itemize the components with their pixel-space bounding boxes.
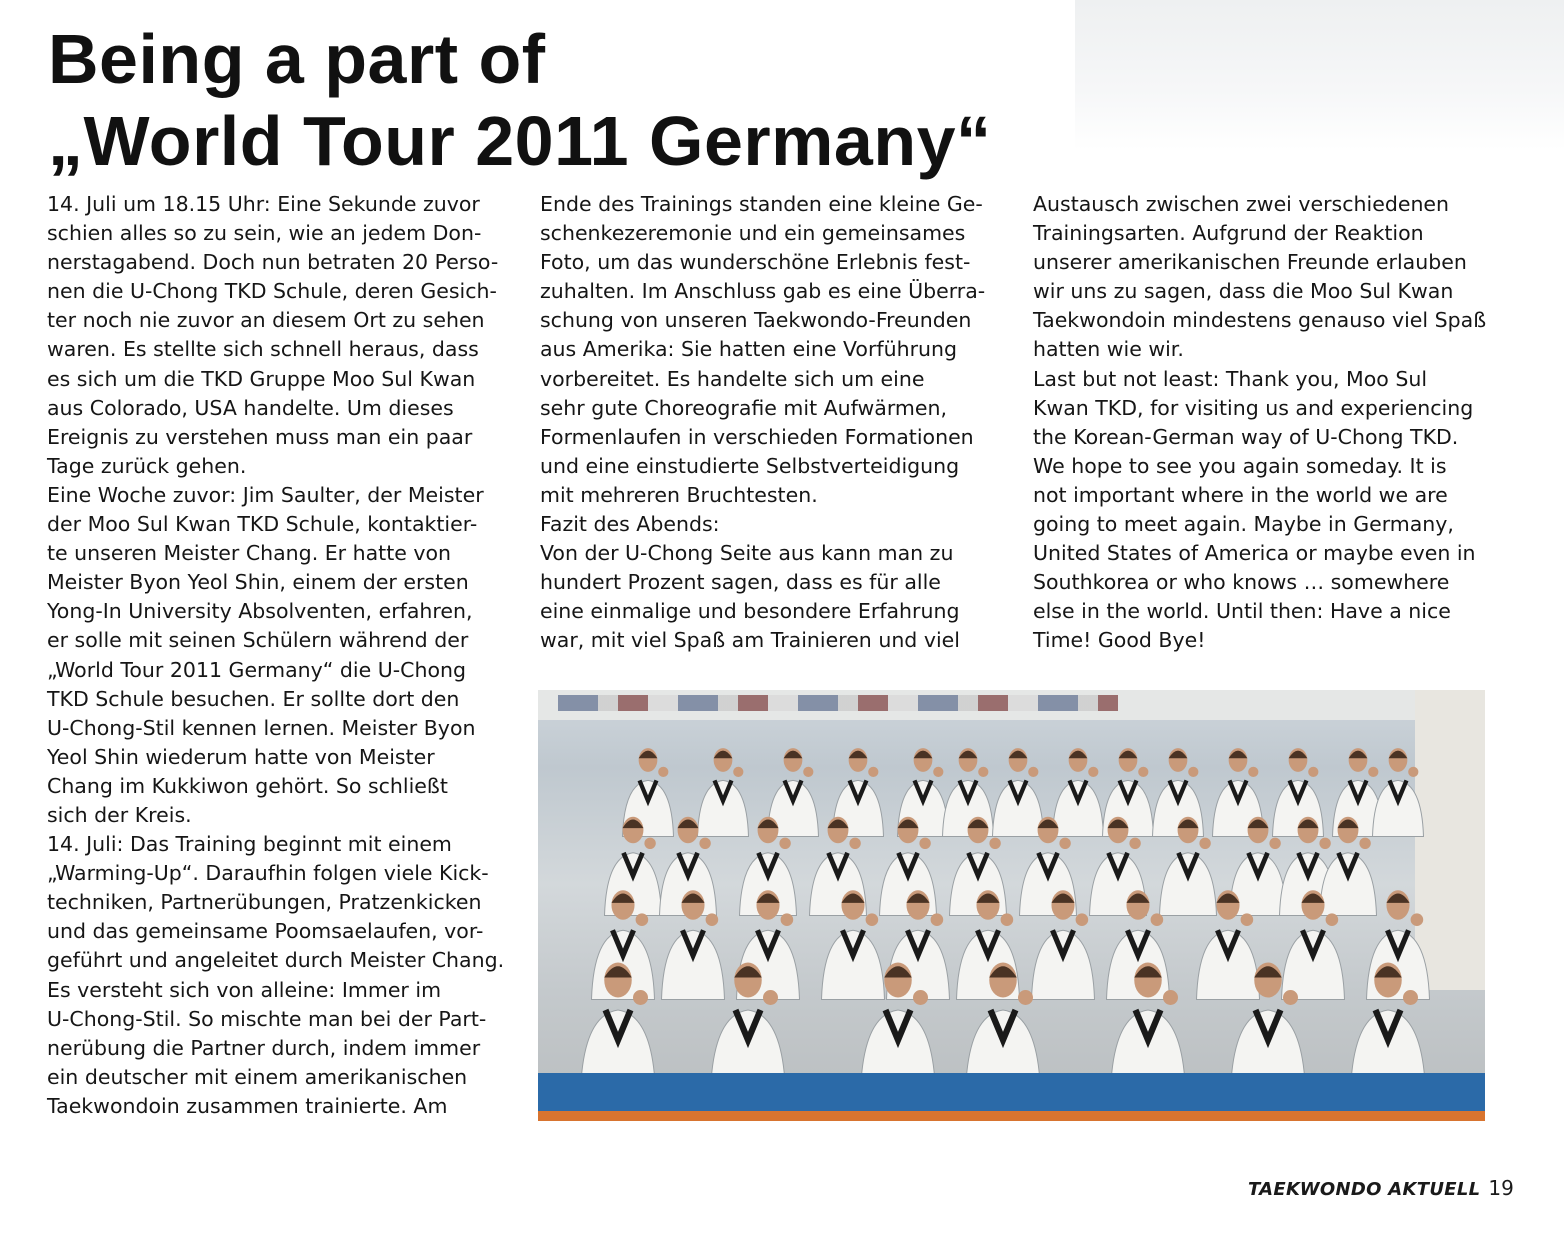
text-line: ein deutscher mit einem amerikanischen	[47, 1064, 468, 1089]
photo-mat-stripe	[538, 1111, 1485, 1121]
text-line: Chang im Kukkiwon gehört. So schließt	[47, 773, 448, 798]
text-line: Yeol Shin wiederum hatte von Meister	[47, 744, 435, 769]
text-line: U-Chong-Stil. So mischte man bei der Part-	[47, 1006, 487, 1031]
photo-crowd	[538, 690, 1485, 1121]
text-column-2	[540, 190, 985, 656]
text-line: techniken, Partnerübungen, Pratzenkicken	[47, 890, 482, 915]
article-title	[48, 18, 992, 182]
group-photo	[538, 690, 1485, 1121]
text-line: nerübung die Partner durch, indem immer	[47, 1035, 481, 1060]
text-line: zuhalten. Im Anschluss gab es eine Überra-	[540, 279, 986, 304]
text-line: Es versteht sich von alleine: Immer im	[47, 977, 442, 1002]
text-line: Trainingsarten. Aufgrund der Reaktion	[1033, 221, 1424, 246]
text-line: 14. Juli: Das Training beginnt mit einem	[47, 832, 452, 857]
text-line: Time! Good Bye!	[1033, 628, 1206, 653]
text-line: Kwan TKD, for visiting us and experiencing	[1033, 395, 1474, 420]
text-line: Meister Byon Yeol Shin, einem der ersten	[47, 570, 469, 595]
text-line: unserer amerikanischen Freunde erlauben	[1033, 250, 1467, 275]
text-line: mit mehreren Bruchtesten.	[540, 482, 818, 507]
text-line: 14. Juli um 18.15 Uhr: Eine Sekunde zuvor	[47, 192, 480, 216]
text-line: Formenlaufen in verschieden Formationen	[540, 424, 974, 449]
text-line: er solle mit seinen Schülern während der	[47, 628, 469, 653]
magazine-name: TAEKWONDO AKTUELL	[1248, 1179, 1481, 1200]
text-line: Ende des Trainings standen eine kleine Ge-	[540, 192, 983, 216]
title-line-2: „World Tour 2011 Germany“	[48, 102, 992, 180]
page-number: 19	[1488, 1176, 1514, 1200]
text-line: eine einmalige und besondere Erfahrung	[540, 599, 960, 624]
text-line: aus Colorado, USA handelte. Um dieses	[47, 395, 454, 420]
text-line: Foto, um das wunderschöne Erlebnis fest-	[540, 250, 971, 275]
text-line: aus Amerika: Sie hatten eine Vorführung	[540, 337, 958, 362]
text-line: waren. Es stellte sich schnell heraus, dass	[47, 337, 479, 362]
text-line: schenkezeremonie und ein gemeinsames	[540, 221, 966, 246]
text-line: Fazit des Abends:	[540, 512, 720, 537]
text-line: TKD Schule besuchen. Er sollte dort den	[47, 686, 460, 711]
text-line: der Moo Sul Kwan TKD Schule, kontaktier-	[47, 512, 478, 537]
text-line: war, mit viel Spaß am Trainieren und viel	[540, 628, 960, 653]
text-line: Tage zurück gehen.	[47, 453, 247, 478]
text-line: und eine einstudierte Selbstverteidigung	[540, 453, 960, 478]
text-line: ter noch nie zuvor an diesem Ort zu sehen	[47, 308, 485, 333]
text-line: Eine Woche zuvor: Jim Saulter, der Meister	[47, 482, 484, 507]
text-line: schien alles so zu sein, wie an jedem Don-	[47, 221, 482, 246]
text-line: geführt und angeleitet durch Meister Chang.	[47, 948, 505, 973]
text-line: going to meet again. Maybe in Germany,	[1033, 512, 1454, 537]
text-line: Yong-In University Absolventen, erfahren,	[47, 599, 473, 624]
text-line: wir uns zu sagen, dass die Moo Sul Kwan	[1033, 279, 1454, 304]
text-column-1	[47, 190, 504, 1121]
text-line: else in the world. Until then: Have a nice	[1033, 599, 1451, 624]
bleed-through-area	[1075, 0, 1564, 150]
text-line: Von der U-Chong Seite aus kann man zu	[540, 541, 954, 566]
text-line: Ereignis zu verstehen muss man ein paar	[47, 424, 473, 449]
text-line: hatten wie wir.	[1033, 337, 1184, 362]
text-line: te unseren Meister Chang. Er hatte von	[47, 541, 452, 566]
text-line: „Warming-Up“. Daraufhin folgen viele Kick-	[47, 861, 489, 886]
person-figure	[1373, 748, 1424, 836]
page-footer	[1248, 1176, 1514, 1200]
text-line: sehr gute Choreografie mit Aufwärmen,	[540, 395, 948, 420]
text-line: und das gemeinsame Poomsaelaufen, vor-	[47, 919, 484, 944]
text-line: the Korean-German way of U-Chong TKD.	[1033, 424, 1459, 449]
text-line: sich der Kreis.	[47, 802, 192, 827]
person-figure	[1053, 748, 1104, 836]
text-line: United States of America or maybe even in	[1033, 541, 1476, 566]
person-figure	[993, 748, 1044, 836]
text-line: We hope to see you again someday. It is	[1033, 453, 1447, 478]
text-line: hundert Prozent sagen, dass es für alle	[540, 570, 941, 595]
text-line: U-Chong-Stil kennen lernen. Meister Byon	[47, 715, 476, 740]
text-line: „World Tour 2011 Germany“ die U-Chong	[47, 657, 467, 682]
text-line: Taekwondoin mindestens genauso viel Spaß	[1033, 308, 1487, 333]
text-line: nerstagabend. Doch nun betraten 20 Perso-	[47, 250, 499, 275]
text-line: schung von unseren Taekwondo-Freunden	[540, 308, 972, 333]
text-line: Southkorea or who knows … somewhere	[1033, 570, 1450, 595]
text-line: vorbereitet. Es handelte sich um eine	[540, 366, 925, 391]
text-column-3	[1033, 190, 1486, 656]
text-line: Taekwondoin zusammen trainierte. Am	[47, 1093, 448, 1118]
title-line-1: Being a part of	[48, 20, 546, 98]
text-line: nen die U-Chong TKD Schule, deren Gesich-	[47, 279, 497, 304]
text-line: es sich um die TKD Gruppe Moo Sul Kwan	[47, 366, 476, 391]
text-line: Last but not least: Thank you, Moo Sul	[1033, 366, 1428, 391]
text-line: Austausch zwischen zwei verschiedenen	[1033, 192, 1450, 216]
person-figure	[698, 748, 749, 836]
text-line: not important where in the world we are	[1033, 482, 1448, 507]
